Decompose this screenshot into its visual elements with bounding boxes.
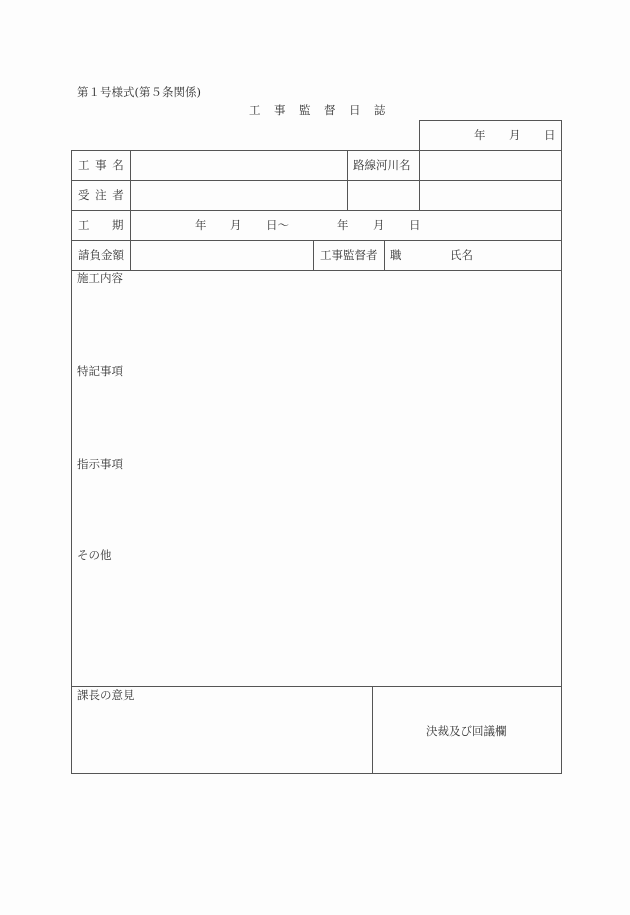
contractor-field[interactable]	[131, 181, 347, 210]
page-title: 工 事 監 督 日 誌	[249, 103, 387, 117]
supervisor-label: 工事監督者	[320, 248, 378, 262]
period-start-year: 年	[195, 218, 207, 232]
route-river-label: 路線河川名	[353, 158, 411, 172]
supervisor-position-label: 職	[390, 248, 402, 262]
route-river-field[interactable]	[420, 151, 561, 180]
construction-name-field[interactable]	[131, 151, 347, 180]
form-number: 第１号様式(第５条関係)	[77, 85, 201, 99]
period-label-left: 工	[78, 218, 90, 232]
other-label: その他	[77, 548, 112, 562]
period-end-year: 年	[337, 218, 349, 232]
date-year-label: 年	[474, 128, 486, 142]
period-start-month: 月	[230, 218, 242, 232]
contract-amount-label: 請負金額	[78, 248, 124, 262]
contractor-extra-field-2[interactable]	[420, 181, 561, 210]
special-notes-label: 特記事項	[77, 364, 123, 378]
contractor-extra-field[interactable]	[348, 181, 419, 210]
content-area[interactable]	[72, 271, 561, 686]
construction-name-label: 工 事 名	[78, 158, 125, 172]
period-start-day: 日～	[266, 218, 289, 232]
construction-details-label: 施工内容	[77, 271, 123, 285]
manager-opinion-label: 課長の意見	[77, 688, 135, 702]
date-month-label: 月	[509, 128, 521, 142]
period-label-right: 期	[112, 218, 124, 232]
supervisor-field[interactable]	[385, 241, 561, 270]
period-end-day: 日	[409, 218, 421, 232]
contractor-label: 受 注 者	[78, 188, 125, 202]
approval-label: 決裁及び回議欄	[426, 724, 507, 738]
supervisor-name-label: 氏名	[450, 248, 473, 262]
instructions-label: 指示事項	[77, 457, 123, 471]
date-day-label: 日	[544, 128, 556, 142]
date-box[interactable]	[419, 120, 561, 150]
period-end-month: 月	[373, 218, 385, 232]
contract-amount-field[interactable]	[131, 241, 313, 270]
